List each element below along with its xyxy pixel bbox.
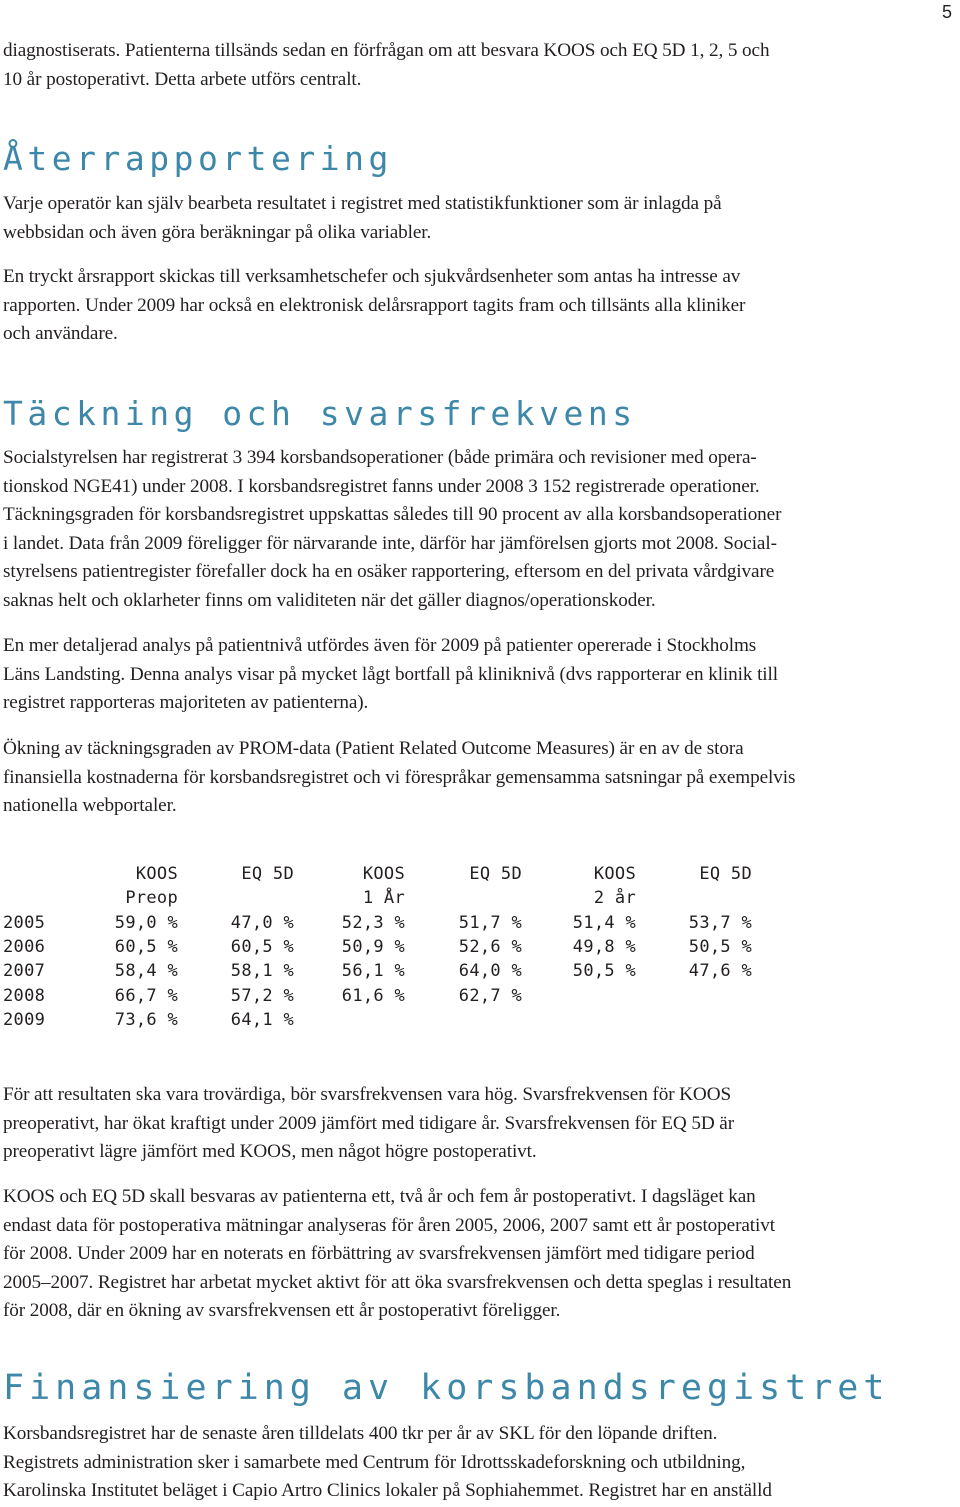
tackning-paragraph-1 bbox=[3, 444, 781, 615]
table-row bbox=[3, 935, 752, 959]
table-row bbox=[3, 983, 752, 1007]
column-subheader bbox=[636, 886, 752, 910]
text-line: tionskod NGE41) under 2008. I korsbandsregistret fanns under 2008 3 152 registrerade operationer. bbox=[3, 475, 760, 497]
text-line: En tryckt årsrapport skickas till verksamhetschefer och sjukvårdsenheter som antas ha intresse av bbox=[3, 266, 741, 287]
value-cell: 47,6 % bbox=[688, 961, 752, 982]
intro-paragraph bbox=[3, 37, 769, 94]
value-cell: 52,3 % bbox=[341, 912, 405, 933]
value-cell: 52,6 % bbox=[458, 937, 522, 958]
text-line: för 2008, där en ökning av svarsfrekvensen ett år postoperativt föreligger. bbox=[3, 1300, 561, 1321]
table-row bbox=[3, 959, 752, 983]
value-cell bbox=[636, 983, 752, 1007]
value-cell bbox=[405, 1008, 522, 1032]
finansiering-paragraph bbox=[3, 1420, 772, 1506]
year-cell: 2007 bbox=[3, 961, 46, 982]
tackning-paragraph-3 bbox=[3, 735, 795, 821]
value-cell bbox=[522, 983, 636, 1007]
value-cell: 60,5 % bbox=[114, 937, 178, 958]
value-cell: 58,1 % bbox=[230, 961, 294, 982]
value-cell bbox=[522, 1008, 636, 1032]
section-heading-tackning: Täckning och svarsfrekvens bbox=[3, 394, 637, 433]
text-line: preoperativt, har ökat kraftigt under 2009 jämfört med tidigare år. Svarsfrekvensen för EQ 5D är bbox=[3, 1112, 734, 1134]
text-line: 10 år postoperativt. Detta arbete utförs centralt. bbox=[3, 68, 362, 90]
text-line: rapporten. Under 2009 har också en elektronisk delårsrapport tagits fram och tillsänts alla kliniker bbox=[3, 294, 746, 316]
text-line: registret rapporteras majoriteten av patienterna). bbox=[3, 692, 369, 713]
text-line: 2005–2007. Registret har arbetat mycket aktivt för att öka svarsfrekvensen och detta speglas i resultaten bbox=[3, 1271, 792, 1293]
value-cell: 50,5 % bbox=[572, 961, 636, 982]
value-cell: 50,9 % bbox=[341, 937, 405, 958]
text-line: webbsidan och även göra beräkningar på olika variabler. bbox=[3, 221, 432, 243]
value-cell: 66,7 % bbox=[114, 985, 178, 1006]
year-cell: 2005 bbox=[3, 912, 46, 933]
text-line: Läns Landsting. Denna analys visar på mycket lågt bortfall på kliniknivå (dvs rapporterar en klinik till bbox=[3, 663, 779, 685]
value-cell: 57,2 % bbox=[230, 985, 294, 1006]
column-header: EQ 5D bbox=[699, 864, 752, 885]
table-row bbox=[3, 1008, 752, 1032]
text-line: En mer detaljerad analys på patientnivå utfördes även för 2009 på patienter opererade i Stockholms bbox=[3, 635, 757, 656]
text-line: och användare. bbox=[3, 323, 118, 344]
text-line: Registrets administration sker i samarbete med Centrum för Idrottsskadeforskning och utbildning, bbox=[3, 1451, 746, 1473]
text-line: Korsbandsregistret har de senaste åren tilldelats 400 tkr per år av SKL för den löpande driften. bbox=[3, 1423, 718, 1444]
text-line: diagnostiserats. Patienterna tillsänds sedan en förfrågan om att besvara KOOS och EQ 5D 1, 2, 5 och bbox=[3, 40, 770, 61]
value-cell: 60,5 % bbox=[230, 937, 294, 958]
column-header: KOOS bbox=[362, 864, 405, 885]
table-header-row bbox=[3, 862, 752, 886]
column-header: EQ 5D bbox=[241, 864, 294, 885]
value-cell: 61,6 % bbox=[341, 985, 405, 1006]
year-cell: 2006 bbox=[3, 937, 46, 958]
text-line: preoperativt lägre jämfört med KOOS, men något högre postoperativt. bbox=[3, 1141, 537, 1162]
column-subheader bbox=[405, 886, 522, 910]
value-cell: 64,1 % bbox=[230, 1009, 294, 1030]
tackning-paragraph-2 bbox=[3, 632, 778, 718]
column-header: EQ 5D bbox=[469, 864, 522, 885]
text-line: Socialstyrelsen har registrerat 3 394 korsbandsoperationer (både primära och revisioner med opera- bbox=[3, 447, 757, 468]
text-line: Varje operatör kan själv bearbeta resultatet i registret med statistikfunktioner som är inlagda på bbox=[3, 193, 722, 214]
response-rate-table bbox=[3, 862, 752, 1032]
section-heading-aterrapportering: Återrapportering bbox=[3, 139, 393, 178]
aterrapportering-paragraph-2 bbox=[3, 263, 745, 349]
value-cell bbox=[294, 1008, 405, 1032]
value-cell: 73,6 % bbox=[114, 1009, 178, 1030]
text-line: Karolinska Institutet beläget i Capio Artro Clinics lokaler på Sophiahemmet. Registret har en anställd bbox=[3, 1480, 772, 1501]
text-line: KOOS och EQ 5D skall besvaras av patienterna ett, två år och fem år postoperativt. I dagsläget kan bbox=[3, 1186, 756, 1207]
table-row bbox=[3, 911, 752, 935]
year-cell: 2008 bbox=[3, 985, 46, 1006]
value-cell: 51,7 % bbox=[458, 912, 522, 933]
text-line: för 2008. Under 2009 har en noterats en förbättring av svarsfrekvensen jämfört med tidigare period bbox=[3, 1243, 755, 1264]
text-line: För att resultaten ska vara trovärdiga, bör svarsfrekvensen vara hög. Svarsfrekvensen för KOOS bbox=[3, 1084, 732, 1105]
page-number: 5 bbox=[941, 2, 952, 22]
value-cell: 49,8 % bbox=[572, 937, 636, 958]
column-subheader bbox=[3, 886, 93, 910]
section-heading-finansiering: Finansiering av korsbandsregistret bbox=[3, 1368, 890, 1408]
column-subheader: 1 År bbox=[362, 888, 405, 909]
value-cell bbox=[636, 1008, 752, 1032]
text-line: endast data för postoperativa mätningar analyseras för åren 2005, 2006, 2007 samt ett år postoperativt bbox=[3, 1214, 775, 1236]
table-subheader-row bbox=[3, 886, 752, 910]
aterrapportering-paragraph-1 bbox=[3, 190, 722, 247]
text-line: i landet. Data från 2009 föreligger för närvarande inte, därför har jämförelsen gjorts mot 2008. Social- bbox=[3, 532, 777, 554]
text-line: styrelsens patientregister förefaller dock ha en osäker rapportering, eftersom en del privata vårdgivare bbox=[3, 561, 775, 582]
text-line: saknas helt och oklarheter finns om validiteten när det gäller diagnos/operationskoder. bbox=[3, 589, 656, 611]
column-subheader: 2 år bbox=[593, 888, 636, 909]
text-line: Ökning av täckningsgraden av PROM-data (Patient Related Outcome Measures) är en av de stora bbox=[3, 738, 744, 759]
text-line: finansiella kostnaderna för korsbandsregistret och vi förespråkar gemensamma satsningar på exempelvis bbox=[3, 766, 796, 788]
value-cell: 50,5 % bbox=[688, 937, 752, 958]
value-cell: 53,7 % bbox=[688, 912, 752, 933]
value-cell: 64,0 % bbox=[458, 961, 522, 982]
svarsfrekvens-paragraph-2 bbox=[3, 1183, 791, 1326]
svarsfrekvens-paragraph-1 bbox=[3, 1081, 734, 1167]
value-cell: 56,1 % bbox=[341, 961, 405, 982]
text-line: Täckningsgraden för korsbandsregistret uppskattas således till 90 procent av alla korsbandsoperationer bbox=[3, 504, 782, 525]
column-header: KOOS bbox=[593, 864, 636, 885]
value-cell: 51,4 % bbox=[572, 912, 636, 933]
column-header: KOOS bbox=[135, 864, 178, 885]
column-subheader bbox=[178, 886, 294, 910]
column-header bbox=[3, 862, 93, 886]
year-cell: 2009 bbox=[3, 1009, 46, 1030]
value-cell: 58,4 % bbox=[114, 961, 178, 982]
value-cell: 47,0 % bbox=[230, 912, 294, 933]
column-subheader: Preop bbox=[125, 888, 178, 909]
text-line: nationella webportaler. bbox=[3, 795, 177, 816]
value-cell: 62,7 % bbox=[458, 985, 522, 1006]
value-cell: 59,0 % bbox=[114, 912, 178, 933]
